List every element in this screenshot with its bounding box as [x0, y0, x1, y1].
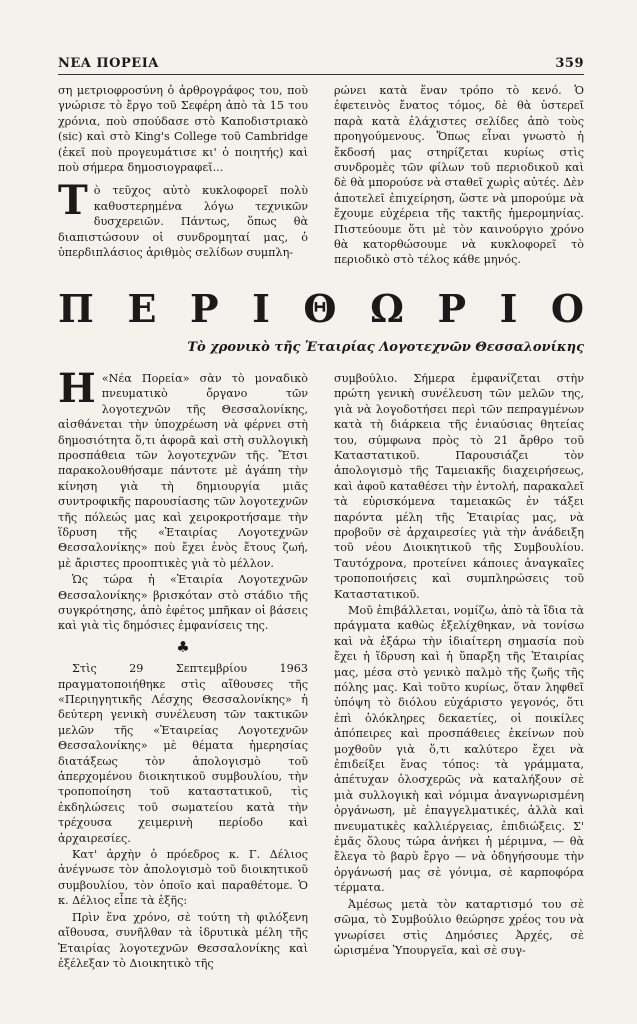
paragraph: Πρὶν ἕνα χρόνο, σὲ τούτη τὴ φιλόξενη αἴθουσα, συνῆλθαν τὰ ἱδρυτικὰ μέλη τῆς Ἑταιρίας λογοτεχνῶν Θεσσαλονίκης καὶ ἐξέλεξαν τὸ Διοικητικὸ τῆς	[58, 910, 308, 970]
title-letter: Ι	[252, 286, 270, 332]
paragraph: Κατ' ἀρχὴν ὁ πρόεδρος κ. Γ. Δέλιος ἀνέγνωσε τὸν ἀπολογισμὸ τοῦ διοικητικοῦ συμβουλίου, τὸν ὁποῖο καὶ παραθέτομε. Ὁ κ. Δέλιος εἶπε τὰ ἑξῆς:	[58, 848, 308, 908]
paragraph: ση μετριοφροσύνη ὁ ἀρθρογράφος του, ποὺ γνώρισε τὸ ἔργο τοῦ Σεφέρη ἀπὸ τὰ 15 του χρόνια, ποὺ σπούδασε στὸ Καποδιστριακὸ (sic) καὶ στὸ King's College τοῦ Cambridge (ἐκεῖ ποὺ προγευμάτισε κι' ὁ ποιητής) καὶ ποὺ σήμερα δημοσιογραφεῖ...	[58, 84, 308, 175]
top-columns	[58, 83, 584, 268]
paragraph: συμβούλιο. Σήμερα ἐμφανίζεται στὴν πρώτη γενικὴ συνέλευση τῶν μελῶν της, γιὰ νὰ λογοδοτήσει περὶ τῶν πεπραγμένων κατὰ τὴ διάρκεια τῆς ἐνιαύσιας θητείας του, σύμφωνα πρὸς τὸ 21 ἄρθρο τοῦ Καταστατικοῦ. Παρουσιάζει τὸν ἀπολογισμὸ τῆς Ταμειακῆς διαχειρήσεως, καὶ ἀφοῦ καταθέσει τὴν ἐντολή, παρακαλεῖ τὰ εὑρισκόμενα ταμειακῶς ἐν τάξει παρόντα μέλη τῆς Ἑταιρίας μας, νὰ προβοῦν σὲ ἀρχαιρεσίες γιὰ τὴν ἀνάδειξη τοῦ νέου Διοικητικοῦ τῆς Συμβουλίου. Ταυτόχρονα, προτείνει κάποιες ἀναγκαῖες τροποποιήσεις καὶ συμπληρώσεις τοῦ Καταστατικοῦ.	[334, 371, 584, 601]
journal-title: ΝΕΑ ΠΟΡΕΙΑ	[58, 56, 159, 71]
paragraph: Ἀμέσως μετὰ τὸν καταρτισμό του σὲ σῶμα, τὸ Συμβούλιο θεώρησε χρέος του νὰ γνωρίσει στὶς Δημόσιες Ἀρχές, σὲ ὡρισμένα Ὑπουργεῖα, καὶ σὲ συγ-	[334, 897, 584, 957]
drop-cap: Τ	[58, 177, 88, 225]
section-title	[58, 288, 584, 330]
dropcap-paragraph	[58, 364, 308, 571]
top-right-column	[334, 83, 584, 268]
bottom-left-column	[58, 364, 308, 971]
paragraph: Στὶς 29 Σεπτεμβρίου 1963 πραγματοποιήθηκε στὶς αἴθουσες τῆς «Περιηγητικῆς Λέσχης Θεσσαλονίκης» ἡ δεύτερη γενικὴ συνέλευση τῶν τακτικῶν μελῶν τῆς «Ἑταιρείας Λογοτεχνῶν Θεσσαλονίκης» μὲ θέματα ἡμερησίας διατάξεως τὸν ἀπολογισμὸ τοῦ ἀπερχομένου διοικητικοῦ συμβουλίου, τὴν τροποποίηση τοῦ καταστατικοῦ, τὶς ἐκδηλώσεις τοῦ σωματείου κατὰ τὴν τρέχουσα χειμερινὴ περίοδο καὶ ἀρχαιρεσίες.	[58, 662, 308, 845]
drop-cap: Η	[58, 364, 96, 412]
bottom-columns	[58, 364, 584, 971]
dropcap-paragraph	[58, 177, 308, 260]
page-number: 359	[555, 56, 584, 71]
title-letter: Ε	[127, 286, 157, 332]
title-letter: Ρ	[189, 286, 219, 332]
paragraph-text: ὸ τεῦχος αὐτὸ κυκλοφορεῖ πολὺ καθυστερημένα λόγω τεχνικῶν δυσχερειῶν. Πάντως, ὅπως θὰ διαπιστώσουν οἱ συνδρομηταί μας, ὁ ὑπερδιπλάσιος ἀριθμὸς σελίδων συμπλη-	[58, 184, 308, 260]
title-letter: Θ	[303, 286, 337, 332]
title-letter: Ι	[499, 286, 518, 332]
section-subtitle: Τὸ χρονικὸ τῆς Ἑταιρίας Λογοτεχνῶν Θεσσαλονίκης	[187, 339, 584, 355]
club-ornament-icon: ♣	[176, 637, 190, 656]
paragraph: ρώνει κατὰ ἕναν τρόπο τὸ κενό. Ὁ ἐφετεινὸς ἔνατος τόμος, δὲ θὰ ὑστερεῖ παρὰ κατὰ ἐλάχιστες σελίδες ἀπὸ τοὺς προηγούμενους. Ὅπως εἶναι γνωστὸ ἡ ἔκδοσή μας στηρίζεται κυρίως στὶς συνδρομὲς τῶν φίλων τοῦ περιοδικοῦ καὶ δὲ θὰ μπορούσε νὰ σταθεῖ χωρὶς αὐτές. Δὲν ἀποτελεῖ ἐπιχείρηση, ὥστε νὰ μπορούμε νὰ ἔχουμε εὐχέρεια τῆς τακτῆς ἡμερομηνίας. Πιστεύουμε ὅτι μὲ τὸν καινούργιο χρόνο θὰ κατορθώσουμε νὰ κυκλοφορεῖ τὸ περιοδικὸ στὸ τέλος κάθε μηνός.	[334, 84, 584, 267]
title-letter: Π	[58, 286, 94, 332]
title-letter: Ο	[550, 286, 584, 332]
paragraph: Ὡς τώρα ἡ «Ἑταιρία Λογοτεχνῶν Θεσσαλονίκης» βρισκόταν στὸ στάδιο τῆς συγκρότησης, ἀπὸ ἐφέτος μπῆκαν οἱ βάσεις καὶ γιὰ τὶς δημόσιες ἐμφανίσεις της.	[58, 573, 308, 633]
title-letter: Ω	[370, 286, 404, 332]
paragraph-text: «Νέα Πορεία» σὰν τὸ μοναδικὸ πνευματικὸ ὄργανο τῶν λογοτεχνῶν τῆς Θεσσαλονίκης, αἰσθάνεται τὴν ὑποχρέωση νὰ φέρνει στὴ δημοσιότητα ὅ,τι ἀφορᾶ καὶ στὴ συλλογικὴ προσπάθεια τῶν λογοτεχνῶν τῆς. Ἔτσι παρακολουθήσαμε πάντοτε μὲ ἀγάπη τὴν κίνηση γιὰ τὴ δημιουργία μιᾶς συντροφικῆς παρουσίασης τῶν λογοτεχνῶν τῆς πόλεώς μας καὶ χειροκροτήσαμε τὴν ἵδρυση τῆς «Ἑταιρίας Λογοτεχνῶν Θεσσαλονίκης» ποὺ ἔχει ἑνὸς ἔτους ζωή, μὲ ἄριστες προοπτικὲς γιὰ τὸ μέλλον.	[58, 371, 308, 570]
paragraph: Μοῦ ἐπιβάλλεται, νομίζω, ἀπὸ τὰ ἴδια τὰ πράγματα καθὼς ἐξελίχθηκαν, νὰ τονίσω καὶ νὰ ἐξάρω τὴν ἰδιαίτερη σημασία ποὺ ἔχει ἡ ἵδρυση καὶ ἡ ὕπαρξη τῆς Ἑταιρίας μας, μέσα στὸ γενικὸ παλμὸ τῆς ζωῆς τῆς πόλης μας. Καὶ τοῦτο κυρίως, ὅταν ληφθεῖ ὑπόψη τὸ διόλου εὐχάριστο γεγονός, ὅτι ἐπὶ ὁλόκληρες δεκαετίες, οἱ ποικίλες ἀπόπειρες καὶ προσπάθειες ἐκείνων ποὺ μοχθοῦν γιὰ ὅ,τι καλύτερο ἔχει νὰ ἐπιδείξει ἕνας τόπος: τὰ γράμματα, ἀπέτυχαν ὁλοσχερῶς νὰ καταλήξουν σὲ μιὰ συλλογικὴ καὶ νόμιμα ἀναγνωρισμένη ὀργάνωση, μὲ ἐπαγγελματικές, ἀλλὰ καὶ πνευματικὲς καλλιέργειας, ἐπιδιώξεις. Σ' ἐμᾶς ὅλους τώρα ἀνήκει ἡ μέριμνα, — θὰ ἔλεγα τὸ βαρὺ ἔργο — νὰ ὁδηγήσουμε τὴν ὀργάνωσή μας σὲ γόνιμα, σὲ καρποφόρα τέρματα.	[334, 603, 584, 895]
title-letter: Ρ	[437, 286, 467, 332]
top-left-column	[58, 83, 308, 268]
bottom-right-column	[334, 371, 584, 971]
running-head	[58, 56, 584, 75]
page	[58, 56, 584, 971]
